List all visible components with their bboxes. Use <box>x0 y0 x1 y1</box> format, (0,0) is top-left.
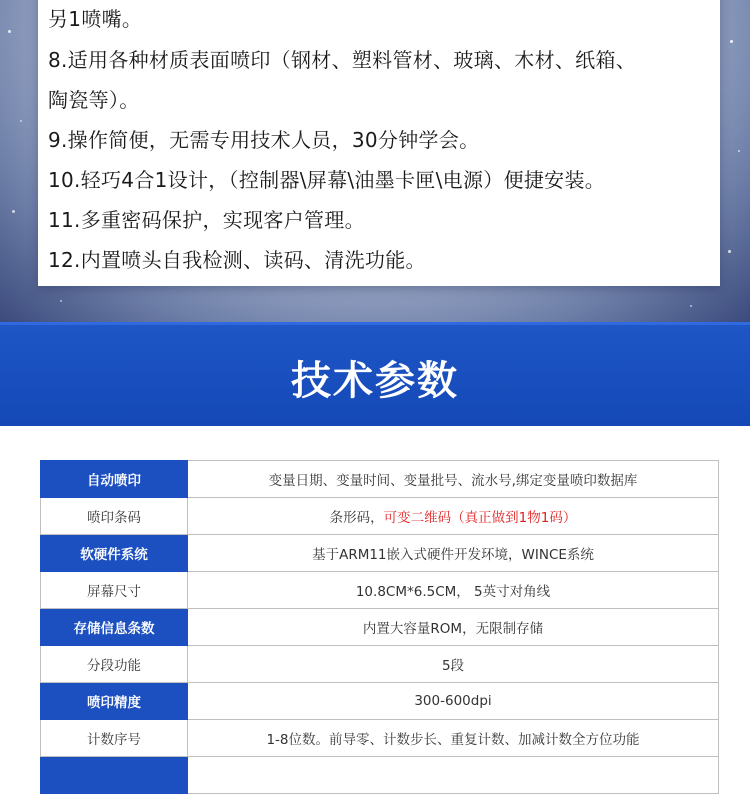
spec-label: 自动喷印 <box>41 461 188 498</box>
table-row <box>41 535 719 572</box>
feature-line: 10.轻巧4合1设计，（控制器\屏幕\油墨卡匣\电源）便捷安装。 <box>48 168 606 192</box>
spec-label: 软硬件系统 <box>41 535 188 572</box>
table-row <box>41 498 719 535</box>
feature-line: 另1喷嘴。 <box>48 7 143 31</box>
spec-label: 存储信息条数 <box>41 609 188 646</box>
spec-value: 内置大容量ROM，无限制存储 <box>188 609 719 646</box>
feature-line: 11.多重密码保护，实现客户管理。 <box>48 208 365 232</box>
spec-value-highlight: 可变二维码（真正做到1物1码） <box>383 510 577 526</box>
section-title: 技术参数 <box>291 358 459 404</box>
feature-line: 陶瓷等）。 <box>48 88 140 112</box>
spec-table <box>40 460 719 794</box>
spec-label: 屏幕尺寸 <box>41 572 188 609</box>
table-row <box>41 683 719 720</box>
features-card <box>38 0 720 286</box>
spec-label: 计数序号 <box>41 720 188 757</box>
spec-value: 变量日期、变量时间、变量批号、流水号,绑定变量喷印数据库 <box>188 461 719 498</box>
spec-value: 10.8CM*6.5CM， 5英寸对角线 <box>188 572 719 609</box>
spec-label: 分段功能 <box>41 646 188 683</box>
star-decoration <box>20 120 22 122</box>
star-decoration <box>12 210 15 213</box>
table-row <box>41 720 719 757</box>
feature-line: 9.操作简便，无需专用技术人员，30分钟学会。 <box>48 128 480 152</box>
spec-label: 喷印条码 <box>41 498 188 535</box>
table-row <box>41 646 719 683</box>
spec-value <box>188 498 719 535</box>
spec-value <box>188 757 719 794</box>
star-decoration <box>8 30 11 33</box>
feature-line: 8.适用各种材质表面喷印（钢材、塑料管材、玻璃、木材、纸箱、 <box>48 48 637 72</box>
spec-value: 300-600dpi <box>188 683 719 720</box>
table-row <box>41 572 719 609</box>
spec-value: 5段 <box>188 646 719 683</box>
spec-value: 1-8位数。前导零、计数步长、重复计数、加减计数全方位功能 <box>188 720 719 757</box>
section-banner <box>0 322 750 426</box>
star-decoration <box>690 305 692 307</box>
table-row <box>41 461 719 498</box>
spec-value-plain: 条形码， <box>329 510 384 526</box>
spec-label: 喷印精度 <box>41 683 188 720</box>
star-decoration <box>728 250 731 253</box>
feature-line: 12.内置喷头自我检测、读码、清洗功能。 <box>48 248 426 272</box>
star-decoration <box>60 300 62 302</box>
star-decoration <box>730 40 733 43</box>
star-decoration <box>738 150 740 152</box>
table-row <box>41 609 719 646</box>
spec-label <box>41 757 188 794</box>
spec-value: 基于ARM11嵌入式硬件开发环境，WINCE系统 <box>188 535 719 572</box>
table-row <box>41 757 719 794</box>
